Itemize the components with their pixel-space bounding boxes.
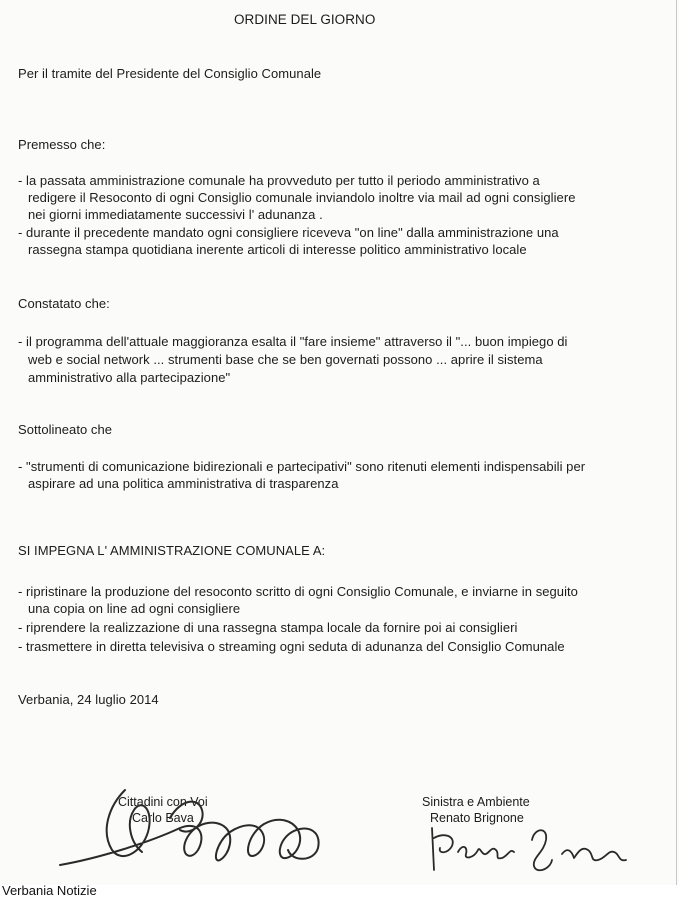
signatory-2-name: Renato Brignone	[430, 811, 524, 825]
place-date: Verbania, 24 luglio 2014	[18, 692, 159, 707]
signatory-2-group: Sinistra e Ambiente	[422, 795, 530, 809]
impegna-item-3-line-1: - trasmettere in diretta televisiva o streaming ogni seduta di adunanza del Consiglio Comunale	[18, 639, 565, 654]
document-title: ORDINE DEL GIORNO	[234, 12, 376, 27]
source-watermark: Verbania Notizie	[2, 883, 97, 898]
premesso-item-2-line-2: rassegna stampa quotidiana inerente articoli di interesse politico amministrativo locale	[28, 242, 527, 257]
impegna-item-2-line-1: - riprendere la realizzazione di una rassegna stampa locale da fornire poi ai consiglieri	[18, 620, 518, 635]
premesso-heading: Premesso che:	[18, 137, 106, 152]
constatato-item-1-line-3: amministrativo alla partecipazione"	[28, 370, 231, 385]
premesso-item-2-line-1: - durante il precedente mandato ogni consigliere riceveva "on line" dalla amministrazione una	[18, 225, 559, 240]
premesso-item-1-line-1: - la passata amministrazione comunale ha provveduto per tutto il periodo amministrativo a	[18, 173, 540, 188]
signatory-1-group: Cittadini con Voi	[118, 795, 208, 809]
impegna-heading: SI IMPEGNA L' AMMINISTRAZIONE COMUNALE A:	[18, 543, 326, 558]
signature-1-scribble	[30, 770, 330, 870]
impegna-item-1-line-1: - ripristinare la produzione del resoconto scritto di ogni Consiglio Comunale, e inviarne in seguito	[18, 584, 578, 599]
signature-2-scribble	[422, 818, 642, 878]
sottolineato-item-1-line-1: - "strumenti di comunicazione bidirezionali e partecipativi" sono ritenuti elementi indispensabili per	[18, 459, 586, 474]
addressee-line: Per il tramite del Presidente del Consiglio Comunale	[18, 66, 322, 81]
impegna-item-1-line-2: una copia on line ad ogni consigliere	[28, 601, 241, 616]
premesso-item-1-line-3: nei giorni immediatamente successivi l' adunanza .	[28, 207, 323, 222]
sottolineato-heading: Sottolineato che	[18, 422, 113, 437]
signatory-1-name: Carlo Bava	[132, 811, 194, 825]
constatato-heading: Constatato che:	[18, 296, 110, 311]
constatato-item-1-line-2: web e social network ... strumenti base che se ben governati possono ... aprire il sistema	[28, 352, 543, 367]
sottolineato-item-1-line-2: aspirare ad una politica amministrativa di trasparenza	[28, 476, 339, 491]
constatato-item-1-line-1: - il programma dell'attuale maggioranza esalta il "fare insieme" attraverso il "... buon impiego di	[18, 334, 568, 349]
premesso-item-1-line-2: redigere il Resoconto di ogni Consiglio comunale inviandolo inoltre via mail ad ogni consigliere	[28, 190, 576, 205]
